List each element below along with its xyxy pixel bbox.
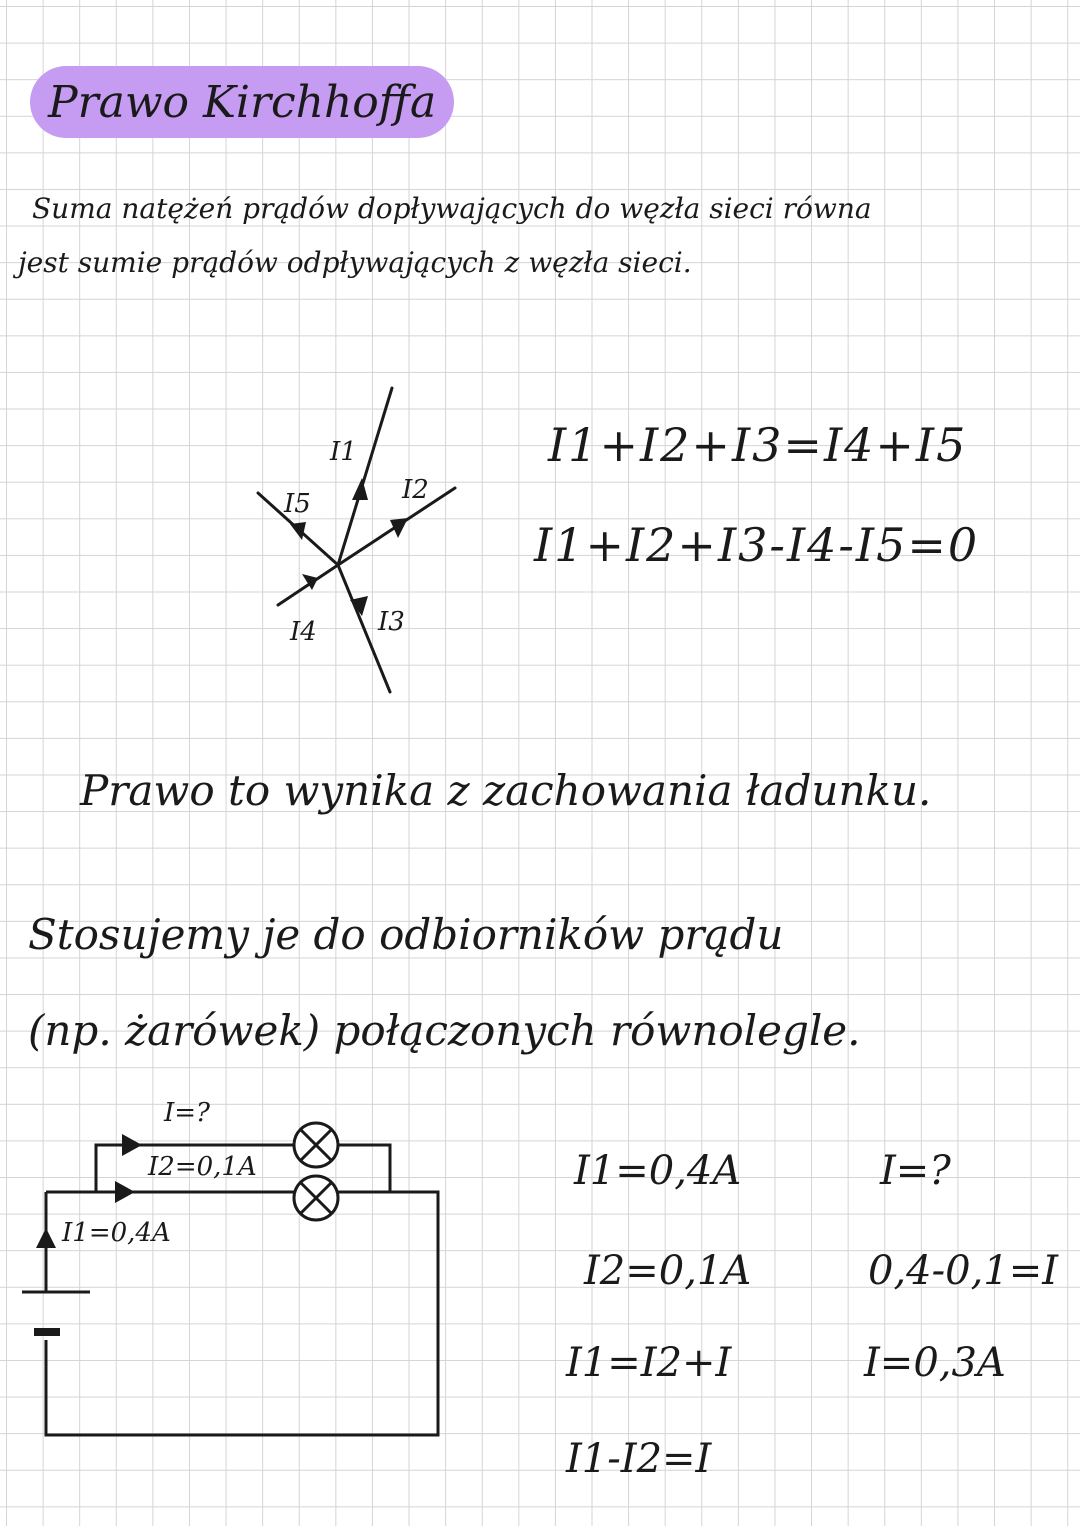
circuit-arrow-i <box>122 1134 142 1156</box>
calc-given-i2: I2=0,1A <box>584 1248 752 1294</box>
node-label-i2: I2 <box>402 475 429 505</box>
calc-step-1: 0,4-0,1=I <box>868 1248 1059 1294</box>
arrow-i1 <box>352 478 368 500</box>
equation-1: I1+I2+I3=I4+I5 <box>548 418 968 472</box>
page-title: Prawo Kirchhoffa <box>48 76 437 128</box>
node-label-i3: I3 <box>378 607 405 637</box>
node-line-i1 <box>338 388 392 565</box>
node-line-i4 <box>278 565 338 605</box>
circuit-label-i2: I2=0,1A <box>148 1152 257 1182</box>
conservation-statement: Prawo to wynika z zachowania ładunku. <box>80 766 932 815</box>
equation-2: I1+I2+I3-I4-I5=0 <box>534 518 980 572</box>
definition-line-1: Suma natężeń prądów dopływających do węzła sieci równa <box>32 192 872 225</box>
node-label-i1: I1 <box>330 437 357 467</box>
application-line-1: Stosujemy je do odbiorników prądu <box>28 910 784 959</box>
calc-given-i1: I1=0,4A <box>574 1148 742 1194</box>
calc-rule: I1=I2+I <box>566 1340 732 1386</box>
circuit-label-i: I=? <box>164 1098 210 1128</box>
node-label-i5: I5 <box>284 489 311 519</box>
calc-rearranged: I1-I2=I <box>566 1436 712 1482</box>
calc-result: I=0,3A <box>864 1340 1006 1386</box>
circuit-arrow-i1 <box>36 1228 56 1248</box>
arrow-i5 <box>290 522 306 540</box>
definition-line-2: jest sumie prądów odpływających z węzła sieci. <box>18 246 692 279</box>
application-line-2: (np. żarówek) połączonych równolegle. <box>28 1006 861 1055</box>
circuit-label-i1: I1=0,4A <box>62 1218 171 1248</box>
circuit-arrow-i2 <box>115 1181 135 1203</box>
node-label-i4: I4 <box>290 617 317 647</box>
calc-unknown: I=? <box>880 1148 951 1194</box>
